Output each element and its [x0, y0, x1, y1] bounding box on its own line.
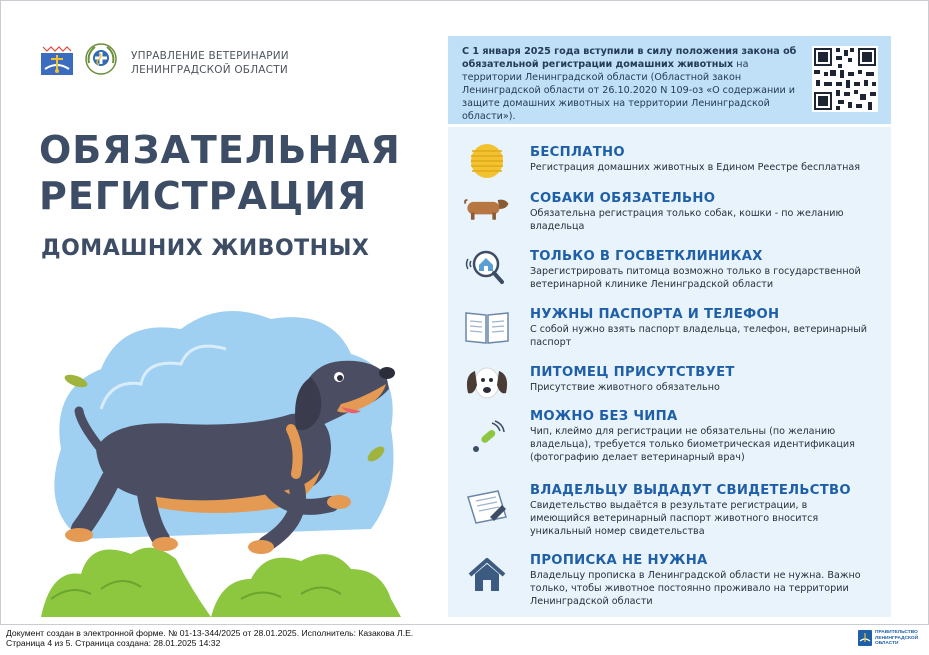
coin-icon — [462, 141, 512, 181]
law-notice-text — [462, 45, 802, 123]
info-item-description: Свидетельство выдаётся в результате регистрации, в имеющийся ветеринарный паспорт животного вносится уникальный номер свидетельства — [530, 500, 819, 537]
info-item-description: Владельцу прописка в Ленинградской области не нужна. Важно только, чтобы животное постоянно проживало на территории Ленинградской области — [530, 570, 861, 607]
law-notice-rest: на территории Ленинградской области (Областной закон Ленинградской области от 26.10.2020 N 109-оз «О содержании и защите домашних животных на территории Ленинградской области»). — [462, 59, 796, 122]
title-line2: РЕГИСТРАЦИЯ — [39, 174, 368, 218]
poster-title — [39, 127, 401, 219]
info-item-heading: СОБАКИ ОБЯЗАТЕЛЬНО — [530, 191, 716, 206]
info-item-heading: ПРОПИСКА НЕ НУЖНА — [530, 553, 708, 568]
info-item-description: Обязательна регистрация только собак, кошки - по желанию владельца — [530, 208, 844, 232]
law-notice — [448, 36, 891, 124]
passport-book-icon — [462, 307, 512, 347]
footer-line2: Страница 4 из 5. Страница создана: 28.01.2025 14:32 — [6, 638, 221, 648]
info-item-description: Регистрация домашних животных в Едином Реестре бесплатная — [530, 162, 861, 173]
info-item-heading: ВЛАДЕЛЬЦУ ВЫДАДУТ СВИДЕТЕЛЬСТВО — [530, 483, 851, 498]
org-name-line2: ЛЕНИНГРАДСКОЙ ОБЛАСТИ — [131, 64, 288, 76]
government-logo-icon — [858, 630, 872, 646]
footer-logo-text: ПРАВИТЕЛЬСТВО ЛЕНИНГРАДСКОЙ ОБЛАСТИ — [875, 630, 919, 646]
info-item-description: С собой нужно взять паспорт владельца, телефон, ветеринарный паспорт — [530, 324, 868, 348]
law-notice-bold: С 1 января 2025 года вступили в силу положения закона об обязательной регистрации домашних животных — [462, 46, 797, 70]
document-footer — [6, 628, 413, 648]
footer-line1: Документ создан в электронной форме. № 01-13-344/2025 от 28.01.2025. Исполнитель: Казакова Л.Е. — [6, 628, 414, 638]
dachshund-illustration — [41, 299, 421, 617]
info-item-heading: МОЖНО БЕЗ ЧИПА — [530, 409, 678, 424]
certificate-icon — [462, 487, 512, 527]
info-item-description: Присутствие животного обязательно — [530, 382, 720, 393]
org-name — [131, 49, 289, 77]
clinic-search-icon — [462, 247, 512, 287]
info-item-description: Чип, клеймо для регистрации не обязательны (по желанию владельца), требуется только биометрическая идентификация (фотографию делает ветеринарный врач) — [530, 426, 855, 463]
title-line1: ОБЯЗАТЕЛЬНАЯ — [39, 128, 401, 172]
info-item-heading: НУЖНЫ ПАСПОРТА И ТЕЛЕФОН — [530, 307, 780, 322]
org-name-line1: УПРАВЛЕНИЕ ВЕТЕРИНАРИИ — [131, 50, 289, 62]
info-item-heading: ТОЛЬКО В ГОСВЕТКЛИНИКАХ — [530, 249, 763, 264]
microchip-icon — [462, 419, 512, 459]
dachshund-icon — [462, 189, 512, 229]
header-logos — [39, 41, 119, 77]
qr-code-icon[interactable] — [812, 46, 878, 112]
dog-face-icon — [462, 363, 512, 403]
footer-logo — [858, 630, 925, 647]
house-icon — [462, 555, 512, 595]
veterinary-emblem-icon — [83, 41, 119, 77]
info-item-heading: БЕСПЛАТНО — [530, 145, 625, 160]
info-item-heading: ПИТОМЕЦ ПРИСУТСТВУЕТ — [530, 365, 735, 380]
poster-subtitle: ДОМАШНИХ ЖИВОТНЫХ — [41, 236, 370, 261]
info-panel — [448, 127, 891, 617]
info-item-description: Зарегистрировать питомца возможно только в государственной ветеринарной клинике Ленинградской области — [530, 266, 861, 290]
leningrad-oblast-coat-of-arms-icon — [39, 41, 75, 77]
